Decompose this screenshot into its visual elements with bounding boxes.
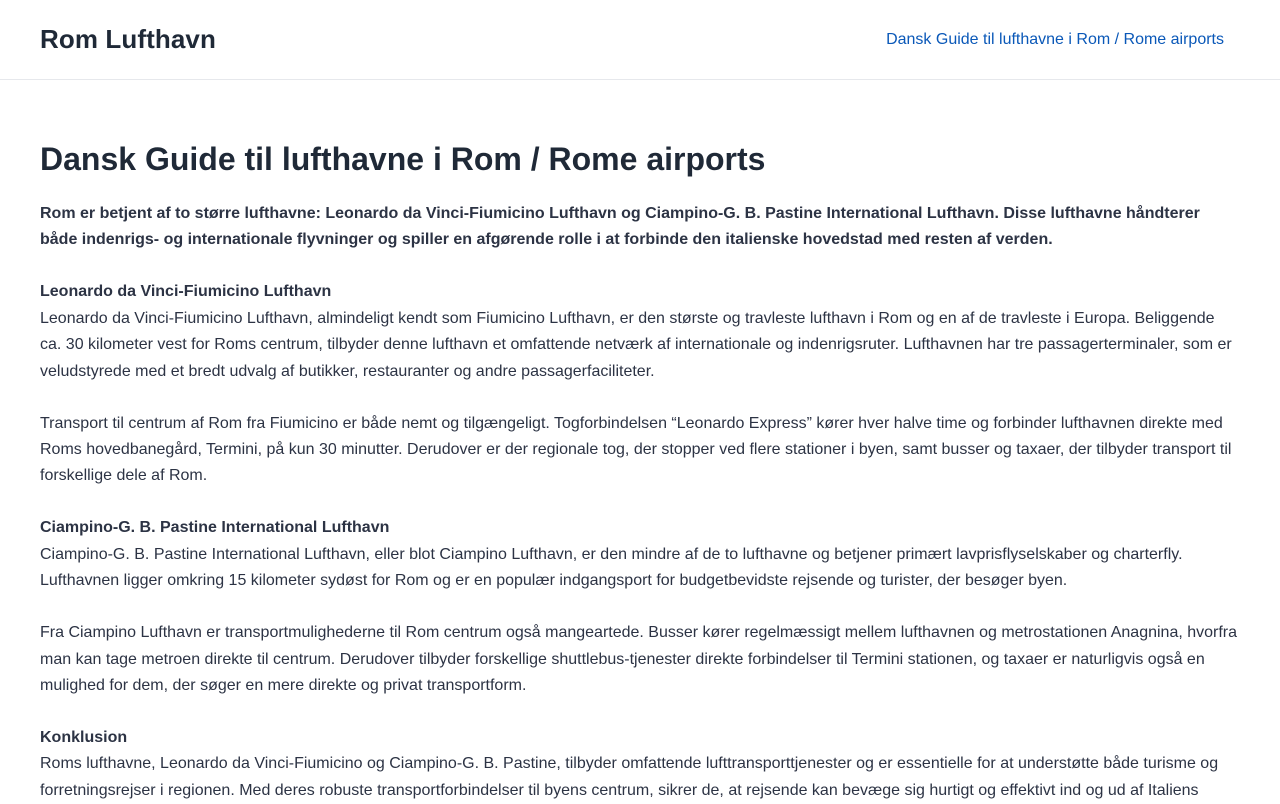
section-text-conclusion-1: Roms lufthavne, Leonardo da Vinci-Fiumicino og Ciampino-G. B. Pastine, tilbyder omfattende lufttransporttjenester og er essentielle for at understøtte både turisme og forretningsrejser i regionen. Med deres robuste transportforbindelser til byens centrum, sikrer de, at rejsende kan bevæge sig hurtigt og effektivt ind og ud af Italiens: [40, 755, 1219, 799]
nav-link-guide[interactable]: Dansk Guide til lufthavne i Rom / Rome airports: [886, 30, 1224, 48]
section-fiumicino-intro: [40, 279, 1240, 385]
site-title-link[interactable]: Rom Lufthavn: [40, 24, 216, 54]
section-heading-fiumicino: Leonardo da Vinci-Fiumicino Lufthavn: [40, 283, 332, 301]
section-heading-conclusion: Konklusion: [40, 729, 128, 747]
section-text-ciampino-2: Fra Ciampino Lufthavn er transportmulighederne til Rom centrum også mangeartede. Busser kører regelmæssigt mellem lufthavnen og metrostationen Anagnina, hvorfra man kan tage metroen direkte til centrum. Derudover tilbyder forskellige shuttlebus-tjenester direkte forbindelser til Termini stationen, og taxaer er naturligvis også en mulighed for dem, der søger en mere direkte og privat transportform.: [40, 624, 1238, 695]
section-text-fiumicino-1: Leonardo da Vinci-Fiumicino Lufthavn, almindeligt kendt som Fiumicino Lufthavn, er den største og travleste lufthavn i Rom og en af de travleste i Europa. Beliggende ca. 30 kilometer vest for Roms centrum, tilbyder denne lufthavn et omfattende netværk af internationale og indenrigsruter. Lufthavnen har tre passagerterminaler, som er veludstyrede med et bredt udvalg af butikker, restauranter og andre passagerfaciliteter.: [40, 309, 1232, 380]
main-content: [0, 139, 1280, 804]
section-conclusion: [40, 725, 1240, 804]
section-text-ciampino-1: Ciampino-G. B. Pastine International Lufthavn, eller blot Ciampino Lufthavn, er den mindre af de to lufthavne og betjener primært lavprisflyselskaber og charterfly. Lufthavnen ligger omkring 15 kilometer sydøst for Rom og er en populær indgangsport for budgetbevidste rejsende og turister, der besøger byen.: [40, 545, 1183, 590]
site-header: [0, 0, 1280, 80]
section-heading-ciampino: Ciampino-G. B. Pastine International Lufthavn: [40, 519, 390, 537]
section-text-fiumicino-2: Transport til centrum af Rom fra Fiumicino er både nemt og tilgængeligt. Togforbindelsen “Leonardo Express” kører hver halve time og forbinder lufthavnen direkte med Roms hovedbanegård, Termini, på kun 30 minutter. Derudover er der regionale tog, der stopper ved flere stationer i byen, samt busser og taxaer, der tilbyder transport til forskellige dele af Rom.: [40, 414, 1232, 485]
intro-paragraph: Rom er betjent af to større lufthavne: Leonardo da Vinci-Fiumicino Lufthavn og Ciampino-G. B. Pastine International Lufthavn. Disse lufthavne håndterer både indenrigs- og internationale flyvninger og spiller en afgørende rolle i at forbinde den italienske hovedstad med resten af verden.: [40, 205, 1200, 249]
section-ciampino-intro: [40, 515, 1240, 594]
page-title: Dansk Guide til lufthavne i Rom / Rome airports: [40, 141, 766, 177]
main-nav: [886, 31, 1224, 49]
